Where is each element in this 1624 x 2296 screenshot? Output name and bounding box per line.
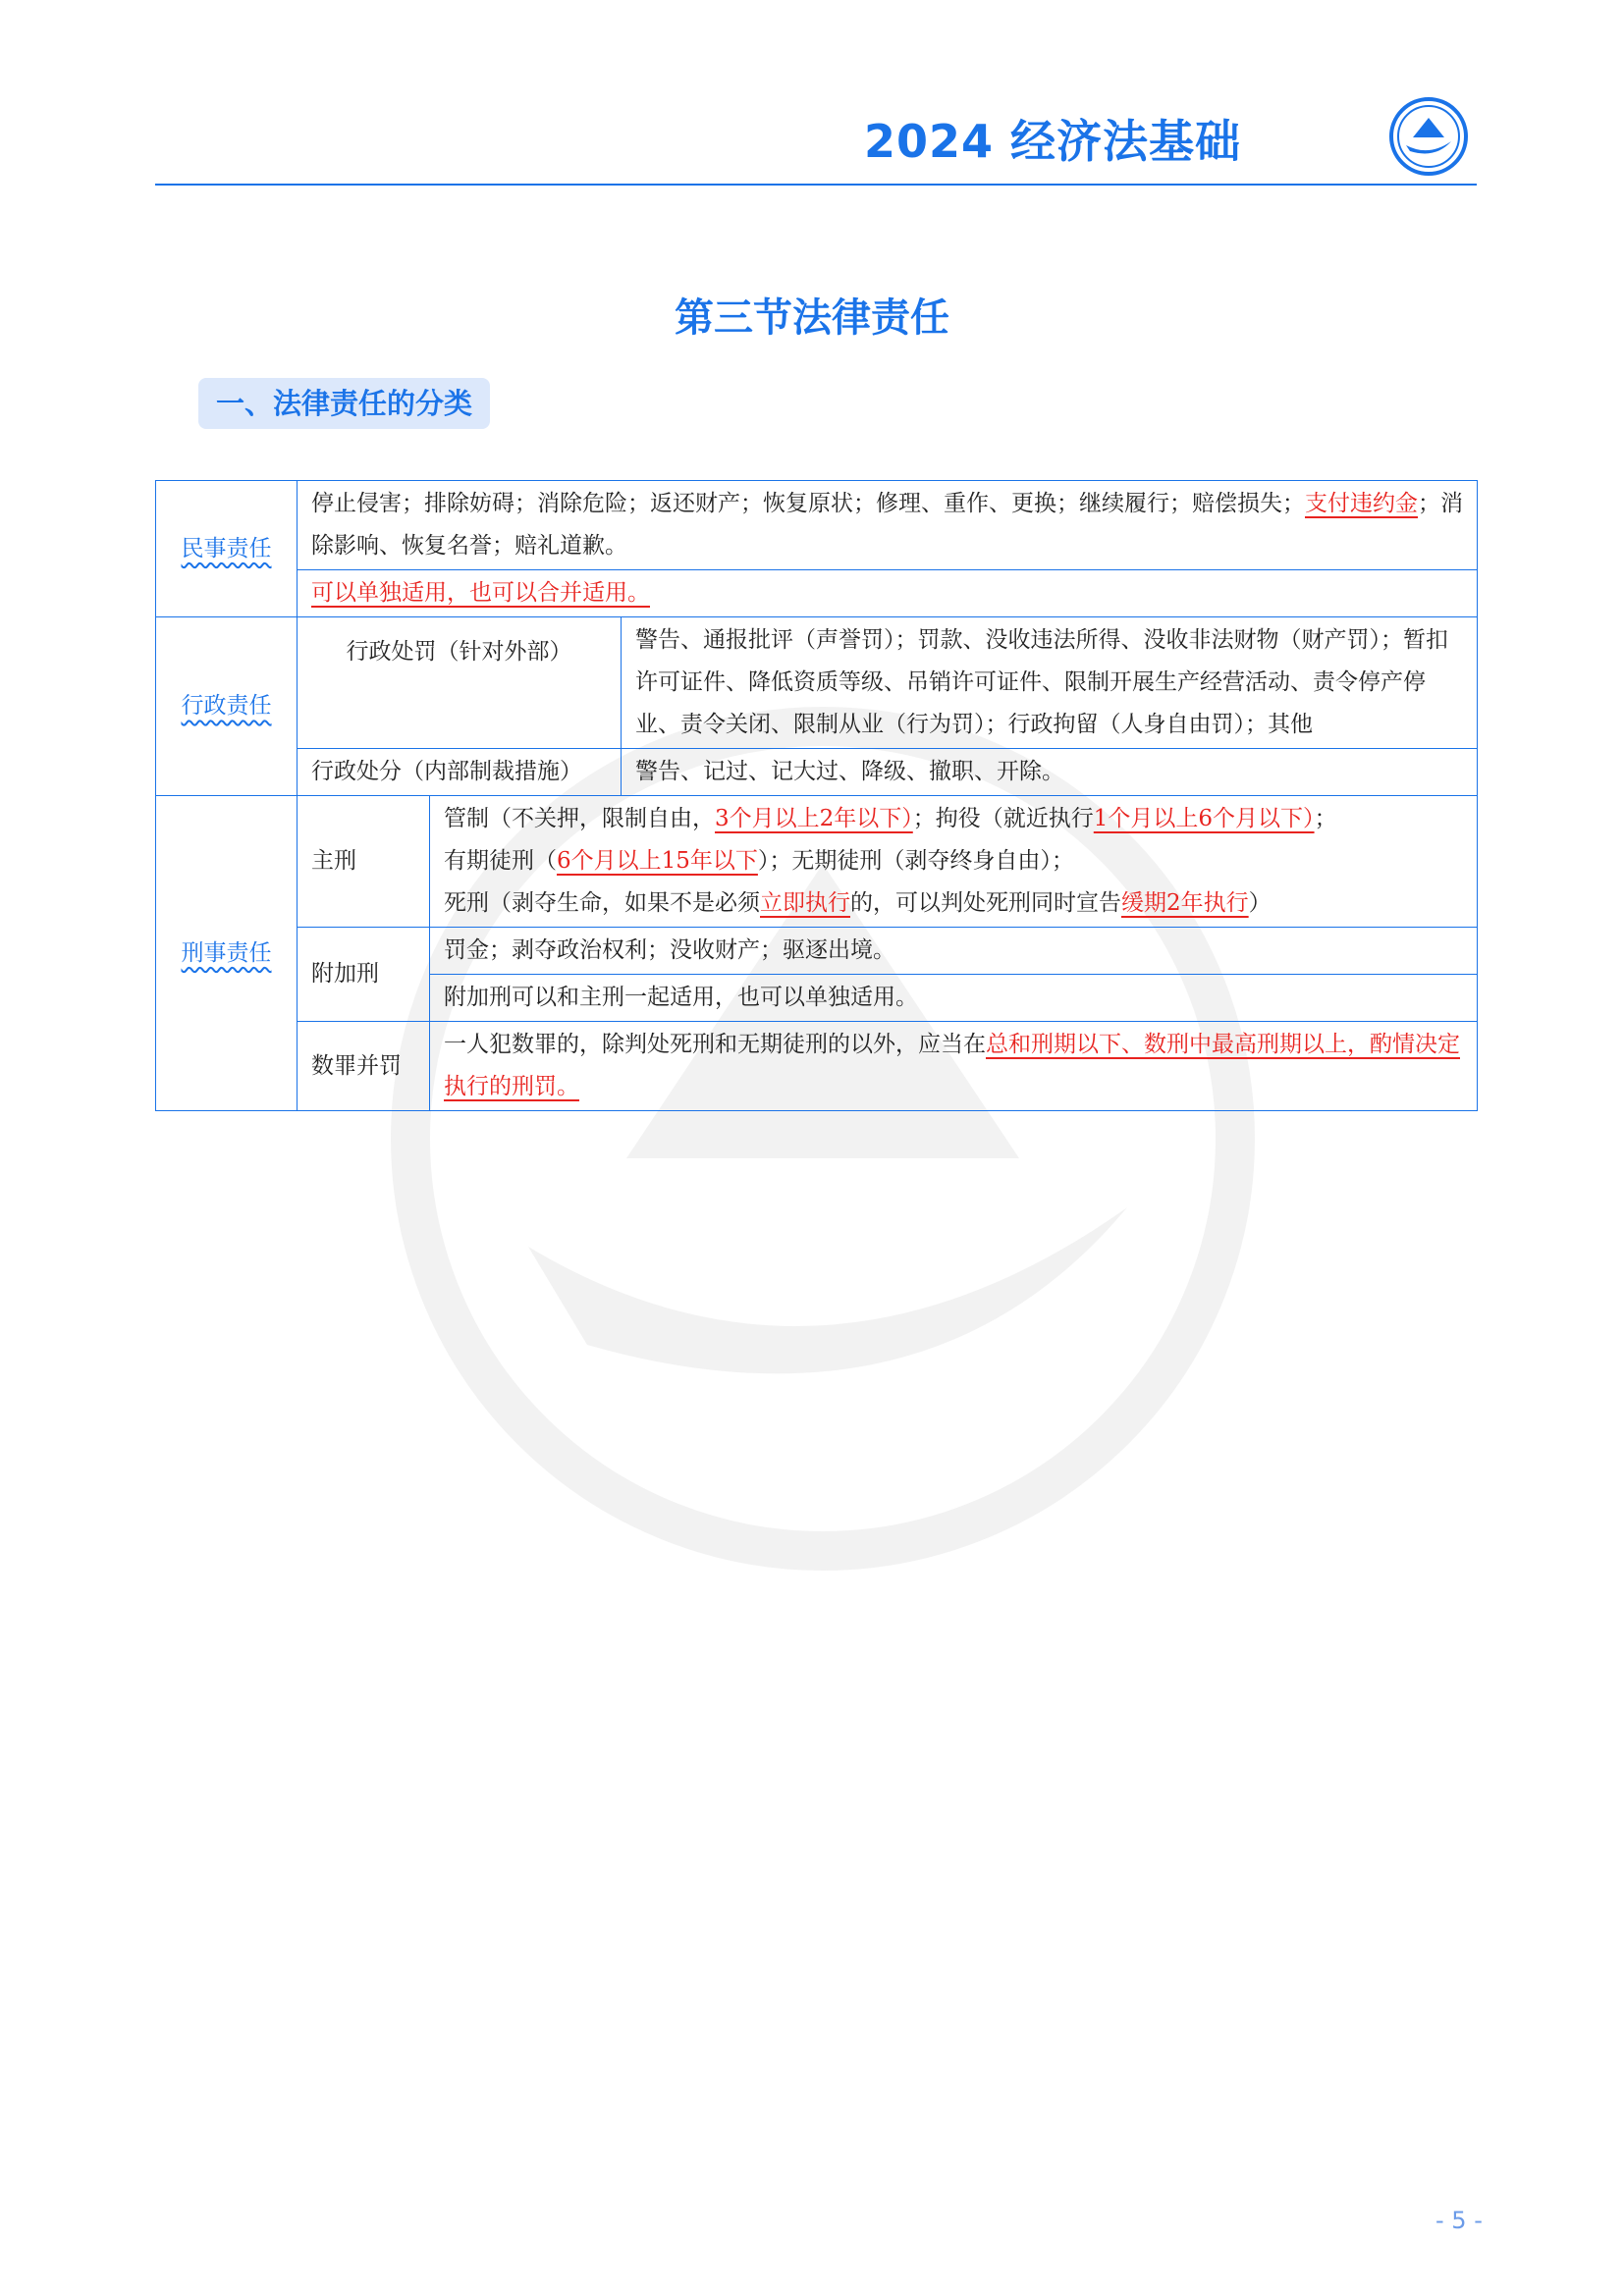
main-penalty-text: ） xyxy=(1248,890,1272,916)
page-number: - 5 - xyxy=(1435,2207,1483,2234)
combined-penalty-highlight: 总和刑期以下、数刑中最高刑期以上， xyxy=(986,1032,1370,1057)
civil-note-cell xyxy=(298,570,1478,617)
civil-remedies-text-2: ；消除影响、恢复名誉；赔礼道歉。 xyxy=(311,491,1463,559)
main-penalty-line-2 xyxy=(444,840,1463,882)
civil-remedies-text: 停止侵害；排除妨碍；消除危险；返还财产；恢复原状；修理、重作、更换；继续履行；赔偿损失； xyxy=(311,491,1305,516)
table-row xyxy=(156,570,1478,617)
civil-remedies-highlight: 支付违约金 xyxy=(1305,491,1418,516)
main-penalty-text: ； xyxy=(1314,806,1337,831)
admin-sanction-label: 行政处分（内部制裁措施） xyxy=(311,759,582,784)
admin-penalty-text: 警告、通报批评（声誉罚）；罚款、没收违法所得、没收非法财物（财产罚）；暂扣许可证件、降低资质等级、吊销许可证件、限制开展生产经营活动、责令停产停业、责令关闭、限制从业（行为罚）；行政拘留（人身自由罚）；其他 xyxy=(635,627,1448,737)
main-penalty-text: 死刑（剥夺生命，如果不是必须 xyxy=(444,890,760,916)
combined-penalty-highlight-2: 酌情决定执行的刑罚。 xyxy=(444,1032,1460,1099)
immediate-execution-highlight: 立即执行 xyxy=(760,890,850,916)
combined-penalty-label-cell xyxy=(298,1022,430,1111)
main-penalty-text: 有期徒刑（ xyxy=(444,848,557,874)
main-penalty-label-cell xyxy=(298,796,430,928)
table-row xyxy=(156,1022,1478,1111)
main-penalty-line-1 xyxy=(444,798,1463,840)
category-admin: 行政责任 xyxy=(181,693,272,719)
table-row xyxy=(156,617,1478,749)
combined-penalty-label: 数罪并罚 xyxy=(311,1052,402,1079)
control-term-highlight: 3个月以上2年以下） xyxy=(715,806,913,831)
category-civil: 民事责任 xyxy=(181,535,272,561)
table-row xyxy=(156,928,1478,975)
header-title: 2024 经济法基础 xyxy=(864,115,1242,168)
table-row xyxy=(156,749,1478,796)
main-penalty-text: ）；无期徒刑（剥夺终身自由）； xyxy=(757,848,1074,874)
admin-penalty-label: 行政处罚（针对外部） xyxy=(346,639,572,665)
table-row xyxy=(156,796,1478,928)
legal-liability-table xyxy=(155,480,1478,1111)
main-penalty-text: 的，可以判处死刑同时宣告 xyxy=(850,890,1121,916)
admin-penalty-cell xyxy=(622,617,1478,749)
reprieve-highlight: 缓期2年执行 xyxy=(1121,890,1249,916)
additional-penalty-note: 附加刑可以和主刑一起适用，也可以单独适用。 xyxy=(444,985,918,1010)
table-row xyxy=(156,481,1478,570)
main-penalty-label: 主刑 xyxy=(311,848,356,874)
civil-remedies-cell xyxy=(298,481,1478,570)
admin-sanction-label-cell xyxy=(298,749,622,796)
main-penalty-cell xyxy=(430,796,1478,928)
detention-term-highlight: 1个月以上6个月以下） xyxy=(1093,806,1315,831)
subsection-title: 一、法律责任的分类 xyxy=(198,378,490,429)
additional-penalty-label-cell xyxy=(298,928,430,1022)
category-cell xyxy=(156,481,298,617)
category-cell xyxy=(156,796,298,1111)
additional-penalty-cell xyxy=(430,928,1478,975)
section-title: 第三节法律责任 xyxy=(675,295,949,341)
main-penalty-text: 管制（不关押，限制自由， xyxy=(444,806,715,831)
additional-penalty-label: 附加刑 xyxy=(311,961,379,987)
header-divider xyxy=(155,184,1477,186)
main-penalty-line-3 xyxy=(444,882,1463,925)
admin-sanction-text: 警告、记过、记大过、降级、撤职、开除。 xyxy=(635,759,1064,784)
main-penalty-text: ；拘役（就近执行 xyxy=(912,806,1094,831)
boat-logo-icon xyxy=(1388,96,1469,177)
civil-note: 可以单独适用，也可以合并适用。 xyxy=(311,580,650,606)
category-cell xyxy=(156,617,298,796)
combined-penalty-text: 一人犯数罪的，除判处死刑和无期徒刑的以外，应当在 xyxy=(444,1032,986,1057)
additional-penalty-note-cell xyxy=(430,975,1478,1022)
combined-penalty-cell xyxy=(430,1022,1478,1111)
additional-penalty-text: 罚金；剥夺政治权利；没收财产；驱逐出境。 xyxy=(444,937,895,963)
category-criminal: 刑事责任 xyxy=(181,939,272,966)
prison-term-highlight: 6个月以上15年以下 xyxy=(557,848,758,874)
admin-sanction-cell xyxy=(622,749,1478,796)
admin-penalty-label-cell xyxy=(298,617,622,749)
